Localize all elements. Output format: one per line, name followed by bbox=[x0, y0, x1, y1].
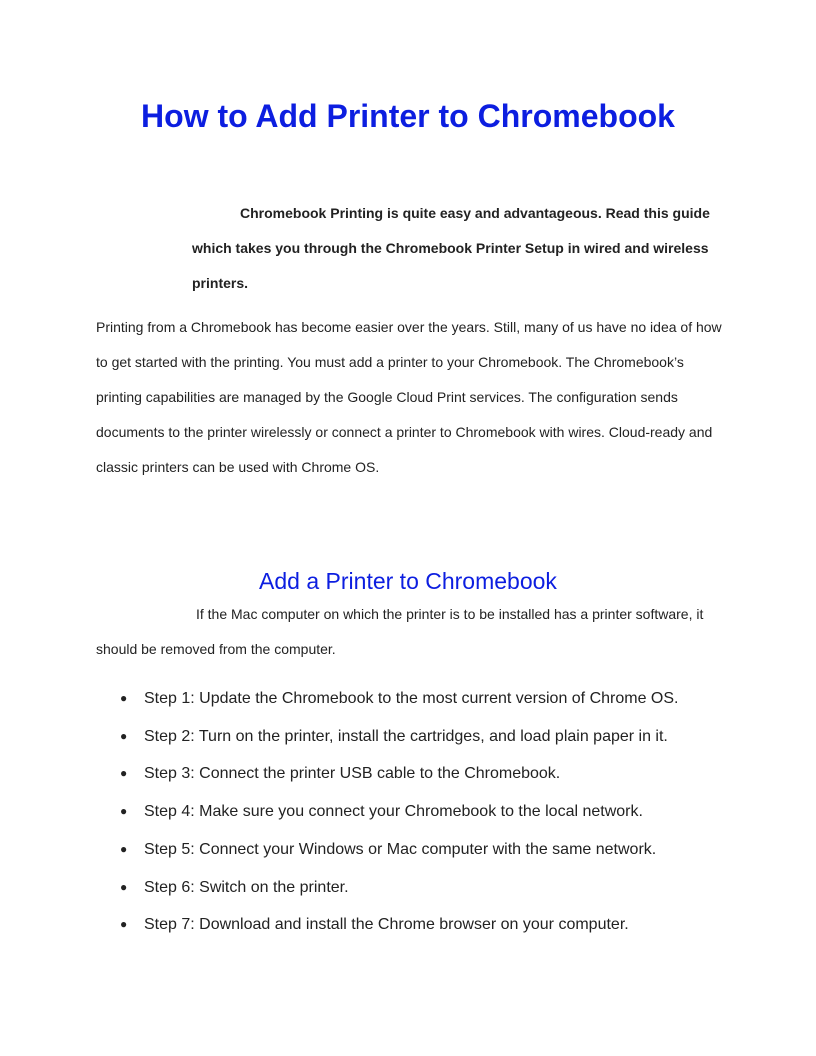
step-text: Step 1: Update the Chromebook to the most current version of Chrome OS. bbox=[144, 690, 679, 707]
step-text: Step 2: Turn on the printer, install the cartridges, and load plain paper in it. bbox=[144, 727, 668, 745]
bullet-icon: ● bbox=[120, 766, 128, 781]
list-item bbox=[96, 831, 736, 869]
body-paragraph: Printing from a Chromebook has become easier over the years. Still, many of us have no idea of how to get started with the printing. You must add a printer to your Chromebook. The Chromebook’s printing capabilities are managed by the Google Cloud Print services. The configuration sends documents to the printer wirelessly or connect a printer to Chromebook with wires. Cloud-ready and classic printers can be used with Chrome OS. bbox=[96, 319, 722, 475]
intro-summary: Chromebook Printing is quite easy and advantageous. Read this guide which takes you through the Chromebook Printer Setup in wired and wireless printers. bbox=[192, 205, 710, 291]
step-text: Step 4: Make sure you connect your Chromebook to the local network. bbox=[144, 803, 643, 821]
list-item bbox=[96, 869, 736, 907]
step-text: Step 5: Connect your Windows or Mac computer with the same network. bbox=[144, 840, 657, 858]
step-text: Step 3: Connect the printer USB cable to the Chromebook. bbox=[144, 765, 561, 783]
bullet-icon: ● bbox=[120, 879, 128, 894]
step-text: Step 7: Download and install the Chrome browser on your computer. bbox=[144, 916, 629, 934]
list-item bbox=[96, 718, 736, 756]
section-paragraph: If the Mac computer on which the printer is to be installed has a printer software, it should be removed from the computer. bbox=[96, 606, 704, 657]
step-text: Step 6: Switch on the printer. bbox=[144, 878, 349, 896]
bullet-icon: ● bbox=[120, 728, 128, 743]
list-item bbox=[96, 755, 736, 793]
list-item bbox=[96, 906, 736, 944]
bullet-icon: ● bbox=[120, 691, 128, 705]
bullet-icon: ● bbox=[120, 804, 128, 819]
section-heading: Add a Printer to Chromebook bbox=[259, 568, 557, 594]
list-item bbox=[96, 793, 736, 831]
list-item bbox=[96, 680, 736, 718]
bullet-icon: ● bbox=[120, 917, 128, 932]
bullet-icon: ● bbox=[120, 841, 128, 856]
steps-list bbox=[96, 680, 736, 944]
page-title: How to Add Printer to Chromebook bbox=[141, 98, 675, 134]
